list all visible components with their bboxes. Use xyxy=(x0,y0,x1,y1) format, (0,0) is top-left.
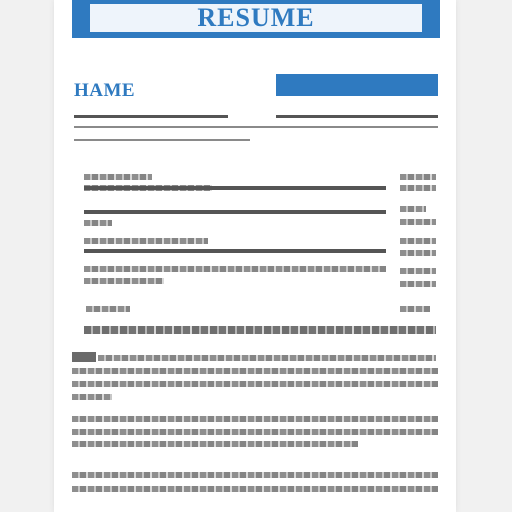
entry-title xyxy=(84,220,112,226)
entry-rule xyxy=(84,210,386,214)
paragraph-line xyxy=(84,326,436,334)
paragraph-line xyxy=(72,486,438,492)
divider-line xyxy=(74,139,250,141)
entry-date xyxy=(400,306,430,312)
paragraph-line xyxy=(72,381,438,387)
contact-info xyxy=(300,80,414,88)
entry-rule xyxy=(84,249,386,253)
paragraph-line xyxy=(72,394,112,400)
paragraph-line xyxy=(72,472,438,478)
paragraph-line xyxy=(72,441,358,447)
entry-date xyxy=(400,174,436,180)
paragraph-line xyxy=(98,355,436,361)
entry-date xyxy=(400,250,436,256)
header-rule-right xyxy=(276,115,438,118)
entry-date xyxy=(400,185,436,191)
entry-title xyxy=(86,306,130,312)
entry-title xyxy=(84,174,152,180)
applicant-name: HAME xyxy=(74,80,136,101)
paragraph-line xyxy=(72,368,438,374)
paragraph-line xyxy=(72,429,438,435)
divider-line xyxy=(74,126,438,128)
entry-date xyxy=(400,206,426,212)
header-rule-left xyxy=(74,115,228,118)
banner-title: RESUME xyxy=(90,4,422,32)
entry-rule xyxy=(84,266,386,272)
paragraph-line xyxy=(72,416,438,422)
entry-title xyxy=(84,238,208,244)
entry-date xyxy=(400,219,436,225)
entry-date xyxy=(400,281,436,287)
paragraph-initial xyxy=(72,352,96,362)
entry-rule xyxy=(84,186,386,190)
entry-date xyxy=(400,238,436,244)
entry-subtitle xyxy=(84,278,164,284)
entry-date xyxy=(400,268,436,274)
